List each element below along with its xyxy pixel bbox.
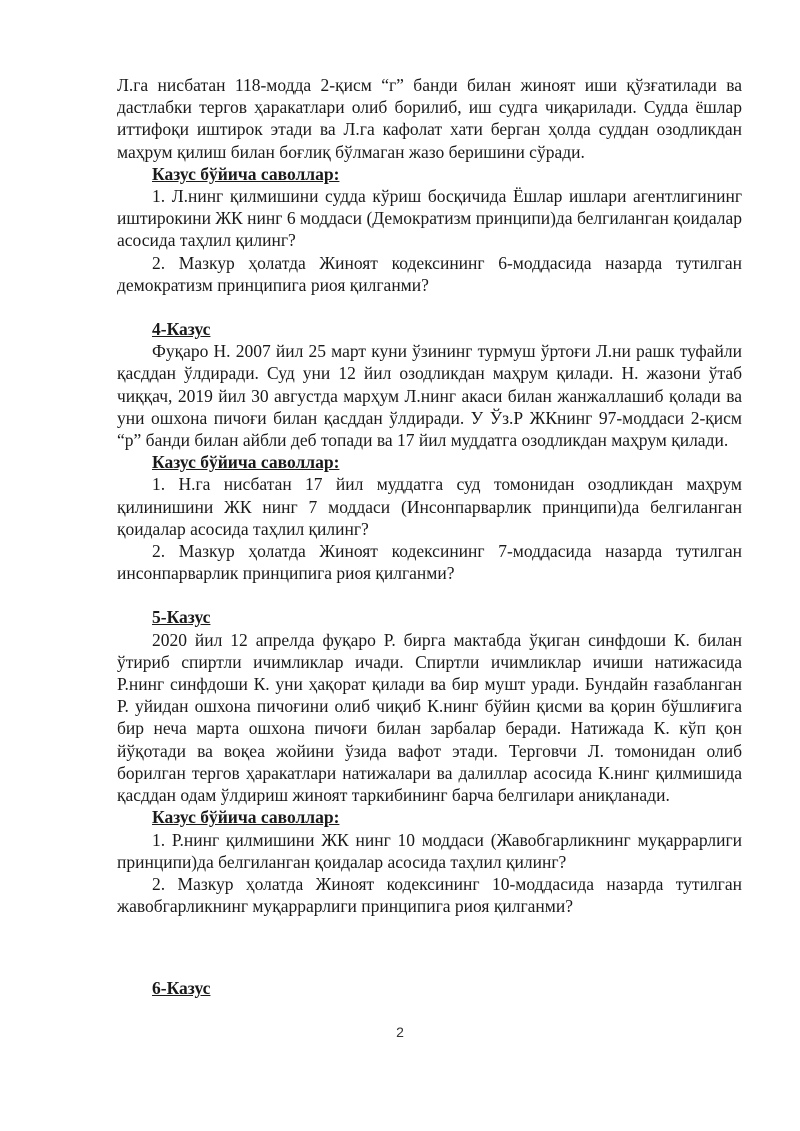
case-3-questions-heading: Казус бўйича саволлар:	[152, 163, 340, 184]
case-5-title: 5-Казус	[152, 607, 211, 628]
page-number: 2	[396, 1024, 404, 1040]
case-3-question-1: 1. Л.нинг қилмишини судда кўриш босқичида Ёшлар ишлари агентлигининг иштирокини ЖК нинг 6 моддаси (Демократизм принципи)да белгиланган қоидалар асосида таҳлил қилинг?	[117, 186, 742, 251]
case-3-paragraph: Л.га нисбатан 118-модда 2-қисм “г” банди билан жиноят иши қўзғатилади ва дастлабки тергов ҳаракатлари олиб борилиб, иш судга чиқарилади. Судда ёшлар иттифоқи иштирок этади ва Л.га кафолат хати берган ҳолда суддан озодликдан маҳрум қилиш билан боғлиқ бўлмаган жазо беришини сўради.	[117, 75, 742, 162]
case-6-title: 6-Казус	[152, 978, 211, 999]
case-5-paragraph: 2020 йил 12 апрелда фуқаро Р. бирга мактабда ўқиган синфдоши К. билан ўтириб спиртли ичимликлар ичади. Спиртли ичимликлар ичиши натижасида Р.нинг синфдоши К. уни ҳақорат қилади ва бир мушт уради. Бундайн ғазабланган Р. уйидан ошхона пичоғини олиб чиқиб К.нинг бўйин қисми ва қорин бўшлиғига бир неча марта ошхона пичоғи билан зарбалар беради. Натижада К. кўп қон йўқотади ва воқеа жойини ўзида вафот этади. Терговчи Л. томонидан олиб борилган тергов ҳаракатлари натижалари ва далиллар асосида К.нинг қилмишида қасддан одам ўлдириш жиноят таркибининг барча белгилари аниқланади.	[117, 629, 742, 806]
case-4-question-1: 1. Н.га нисбатан 17 йил муддатга суд томонидан озодликдан маҳрум қилинишини ЖК нинг 7 моддаси (Инсонпарварлик принципи)да белгиланган қоидалар асосида таҳлил қилинг?	[117, 474, 742, 539]
spacer	[117, 296, 742, 318]
case-4-question-2: 2. Мазкур ҳолатда Жиноят кодексининг 7-моддасида назарда тутилган инсонпарварлик принципига риоя қилганми?	[117, 541, 742, 584]
spacer	[117, 584, 742, 606]
case-4-questions-heading: Казус бўйича саволлар:	[152, 452, 340, 473]
spacer	[117, 917, 742, 977]
page-content	[117, 74, 742, 1000]
case-5-questions-heading: Казус бўйича саволлар:	[152, 807, 340, 828]
case-3-question-2: 2. Мазкур ҳолатда Жиноят кодексининг 6-моддасида назарда тутилган демократизм принципига риоя қилганми?	[117, 252, 742, 295]
case-4-paragraph: Фуқаро Н. 2007 йил 25 март куни ўзининг турмуш ўртоғи Л.ни рашк туфайли қасддан ўлдиради. Суд уни 12 йил озодликдан маҳрум қилади. Н. жазони ўтаб чиққач, 2019 йил 30 августда марҳум Л.нинг акаси билан жанжаллашиб қолади ва уни ошхона пичоғи билан қасддан ўлдиради. У Ўз.Р ЖКнинг 97-моддаси 2-қисм “р” банди билан айбли деб топади ва 17 йил муддатга озодликдан маҳрум қилади.	[117, 341, 742, 451]
case-5-question-1: 1. Р.нинг қилмишини ЖК нинг 10 моддаси (Жавобгарликнинг муқаррарлиги принципи)да белгиланган қоидалар асосида таҳлил қилинг?	[117, 829, 742, 872]
case-4-title: 4-Казус	[152, 319, 211, 340]
case-5-question-2: 2. Мазкур ҳолатда Жиноят кодексининг 10-моддасида назарда тутилган жавобгарликнинг муқаррарлиги принципига риоя қилганми?	[117, 873, 742, 917]
